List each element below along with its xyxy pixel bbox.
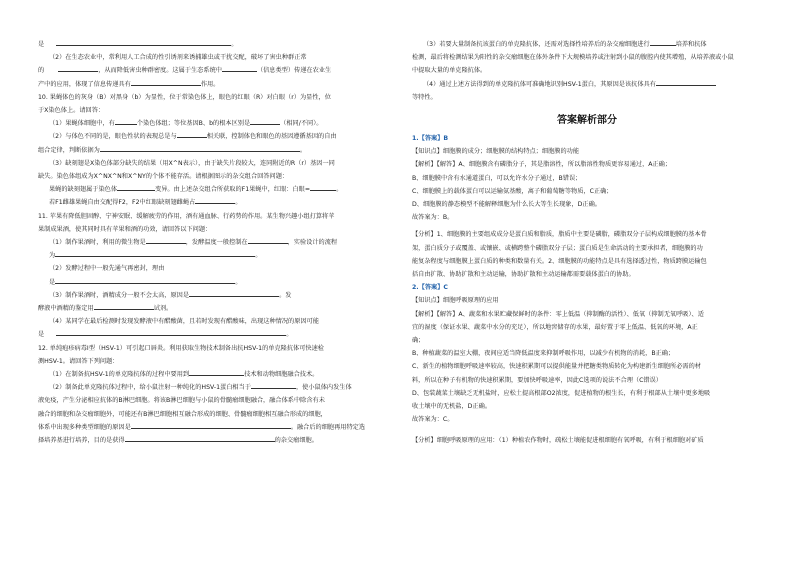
text-line: D、包装蔬菜土壤缺乏无机盐时，应松土提高根部O2浓度，促进植物的根生长，有利于根部从土壤中更多地吸 (412, 389, 711, 397)
text-line: （1）在制备抗HSV-1的单克隆抗体的过程中要用到 技术和动物细胞融合技术。 (49, 371, 319, 379)
text-line: （3）若要大量制备抗该蛋白的单克隆抗体，还需对选择性培养后的杂交瘤细胞进行 培养和抗体 (423, 41, 707, 48)
text-line: （2）发酵过程中一般先通气再密封，理由 (49, 265, 165, 273)
text-line: 组合定律，判断依据为 。 (38, 146, 307, 154)
text-line: 缺失。染色体组成为X^NX^N和X^NY的个体不能存活。请根据图示的杂交组合回答问题： (38, 173, 289, 181)
answer-label: 2.【答案】C (412, 284, 448, 292)
text-line: （2）与体色不同的是，眼色性状的表现总是与 相关联，控制体色和眼色的基因遵循基因的自由 (49, 133, 337, 141)
text-line: （3）缺刻翅是X染色体部分缺失的结果（用X^N表示），由于缺失片段较大，连同附近的R（r）基因一同 (49, 159, 335, 167)
text-line: 【解析】【解答】A、细胞膜含有磷脂分子，其是脂溶性，所以脂溶性物质更容易通过，A正确； (412, 161, 672, 169)
text-line: D、细胞膜的静态模型不能解释细胞为什么长大等生长现象，D正确。 (412, 201, 601, 209)
text-line: （1）制作果酒时，利用的微生物是 ，发酵温度一般控制在 ，实验设计的流程 (49, 239, 338, 247)
text-line: 若F1雌雄果蝇自由交配得F2，F2中红眼缺刻翅雌蝇占 。 (49, 199, 242, 207)
left-column (38, 38, 386, 447)
knowledge-point: 【知识点】细胞呼吸原理的应用 (412, 297, 499, 305)
text-line: B、细胞膜中含有水通道蛋白，可以允许水分子通过，B错误； (412, 174, 582, 182)
text-line: 果制成果酒，使其同时具有苹果和酒的功效，请回答以下问题： (38, 225, 212, 233)
text-line: 体系中出现多种类型细胞的原因是 。融合后的细胞再用特定选 (38, 423, 366, 431)
text-line: 为 。 (49, 252, 262, 260)
text-line: 宜的湿度（保证水果、蔬菜中水分的充足），所以地窖储存的水果，最好置于零上低温、低氧的环境，A正 (412, 323, 698, 331)
text-line: 确； (412, 337, 425, 345)
text-line: （4）通过上述方法得到的单克隆抗体可准确地识别HSV-1蛋白，其原因是该抗体具有 (412, 78, 762, 91)
text-line: 择培养基进行培养，目的是获得 的杂交瘤细胞。 (38, 437, 318, 445)
text-line: 等特性。 (412, 93, 437, 101)
text-line: （1）果蝇体细胞中，有 个染色体组；等位基因B、b的根本区别是 （相同/不同）。 (49, 120, 323, 128)
text-line: 收土壤中的无机盐，D正确。 (412, 403, 492, 411)
text-line: 产中的应用，体现了信息传递具有 作用。 (38, 80, 220, 88)
text-line: 于X染色体上。请回答： (38, 107, 105, 115)
text-line: 架，蛋白质分子或覆盖、或镶嵌、或横跨整个磷脂双分子层；蛋白质是生命活动的主要承担者，细胞膜的功 (412, 244, 703, 252)
text-line: （2）制备此单克隆抗体过程中，给小鼠注射一种纯化的HSV-1蛋白相当于 ，使小鼠体内发生体 (49, 384, 352, 392)
text-line: 故答案为：C。 (412, 416, 454, 424)
answer-label: 1.【答案】B (412, 135, 449, 143)
text-line: B、种植蔬菜的温室大棚，夜间应适当降低温度来抑制呼吸作用，以减少有机物的消耗，B正确； (412, 350, 675, 358)
text-line: 是 。 (49, 278, 242, 286)
text-line: 测HSV-1。请回答下列问题： (38, 357, 119, 365)
text-line: 括自由扩散、协助扩散和主动运输，协助扩散和主动运输都需要载体蛋白的协助。 (412, 271, 635, 279)
text-line: （4）某同学在最后检测时发现发酵液中有醋酸菌，且若时发现有醋酸味，出现这种情况的原因可能 (49, 318, 319, 326)
text-line: 【分析】细胞呼吸原理的应用：（1）种植农作物时，疏松土壤能促进根细胞有氧呼吸，有利于根细胞对矿质 (412, 437, 704, 445)
text-line: 检测，最后将检测结果为阳性的杂交瘤细胞在体外条件下大规模培养或注射到小鼠的腹腔内使其增殖，从培养液或小鼠 (412, 54, 734, 62)
text-line: C、细胞膜上的载体蛋白可以运输氨基酸，离子和葡萄糖等物质，C正确； (412, 187, 613, 195)
text-line: 果蝇的缺刻翅属于染色体 变异。由上述杂交组合所获取的F1果蝇中，红眼：白眼= 。 (49, 186, 343, 194)
text-line: C、新生的植物细胞呼吸速率较高，快速积累期可以提供能量并把糖类物质转化为构建新生细胞所必需的材 (412, 363, 701, 371)
text-line: 12. 单纯疱疹病毒Ⅰ型（HSV-1）可引起口唇炎。利用获取生物技术制备出抗HSV-1的单克隆抗体可快速检 (38, 344, 324, 352)
text-line: 【分析】1、细胞膜的主要组成成分是蛋白质和脂质，脂质中主要是磷脂，磷脂双分子层构成细胞膜的基本骨 (412, 231, 707, 239)
right-column (412, 38, 762, 448)
text-line: 能复杂程度与细胞膜上蛋白质的种类和数量有关。2、细胞膜的功能特点是具有选择透过性，物质跨膜运输包 (412, 257, 707, 265)
text-line: 是 。 (38, 331, 293, 339)
knowledge-point: 【知识点】细胞膜的成分；细胞膜的结构特点；细胞膜的功能 (412, 148, 580, 156)
text-line: 料，所以在种子有机物的快速积累期，要加快呼吸速率，因此C选项的说法不合理（C错误） (412, 376, 662, 384)
text-line: 液免疫，产生分泌相应抗体的B淋巴细胞。将该B淋巴细胞与小鼠的骨髓瘤细胞融合，融合体系中除含有未 (38, 397, 325, 405)
text-line: 酵液中酒精的鉴定用 试剂。 (38, 305, 173, 313)
text-line: （2）在生态农业中，常利用人工合成的性引诱剂来诱捕雄虫或干扰交配，破坏了害虫种群正常 (49, 54, 307, 62)
text-line: 10. 果蝇体色的灰身（B）对黑身（b）为显性，位于常染色体上，眼色的红眼（R）对白眼（r）为显性，位 (38, 93, 331, 101)
text-line: 是 。 (38, 41, 238, 48)
text-line: 的 ，从而降低害虫种群密度。这属于生态系统中 （信息类型）传递在农业生 (38, 67, 332, 75)
answer-section-title: 答案解析部分 (557, 115, 617, 127)
text-line: 【解析】【解答】A、蔬菜和水果贮藏保鲜时的条件：零上低温（抑制酶的活性）、低氧（抑制无氧呼吸）、适 (412, 310, 704, 318)
text-line: （3）制作果酒时，酒精成分一般不会太高，原因是 。发 (49, 291, 292, 299)
text-line: 故答案为：B。 (412, 214, 454, 222)
text-line: 11. 苹果有降低胆固醇、宁神安眠、缓解疲劳的作用，酒有通血脉、行药势的作用。某生物兴趣小组打算将苹 (38, 212, 335, 220)
text-line: 融合的细胞和杂交瘤细胞外，可能还有B淋巴细胞相互融合形成的细胞、骨髓瘤细胞相互融合形成的细胞， (38, 410, 327, 418)
text-line: 中提取大量的单克隆抗体。 (412, 67, 487, 75)
